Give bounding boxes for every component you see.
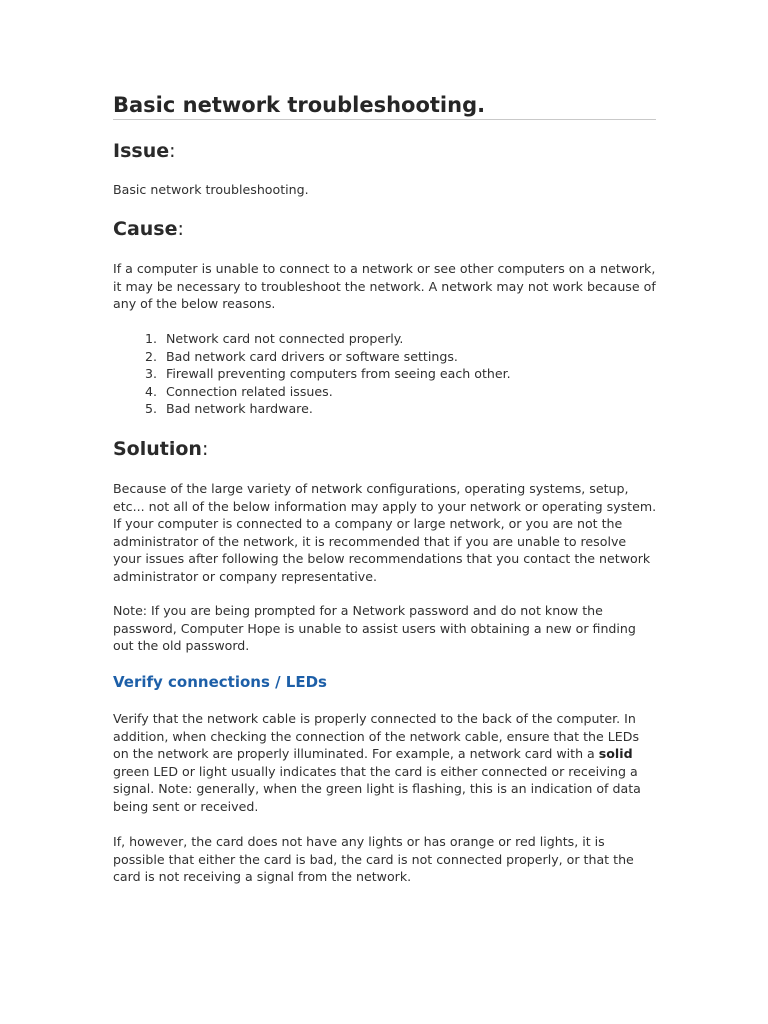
list-item bbox=[137, 365, 511, 383]
list-item bbox=[137, 330, 511, 348]
cause-heading bbox=[113, 217, 184, 241]
list-item-text: Bad network card drivers or software settings. bbox=[166, 348, 458, 364]
verify-paragraph-1 bbox=[113, 710, 658, 815]
page-title: Basic network troubleshooting. bbox=[113, 91, 656, 120]
list-item-text: Firewall preventing computers from seeing each other. bbox=[166, 366, 511, 381]
solid-emphasis: solid bbox=[598, 746, 633, 761]
solution-heading-colon: : bbox=[201, 438, 209, 460]
list-item bbox=[137, 383, 511, 401]
list-item-number: 3. bbox=[144, 366, 157, 381]
list-item-number: 2. bbox=[144, 348, 157, 364]
list-item bbox=[137, 348, 511, 366]
cause-text: If a computer is unable to connect to a network or see other computers on a network, it may be necessary to troubleshoot the network. A network may not work because of any of the below reasons. bbox=[113, 261, 656, 311]
issue-heading-colon: : bbox=[169, 140, 176, 162]
list-item bbox=[137, 400, 511, 418]
list-item-number: 1. bbox=[144, 331, 157, 346]
issue-text: Basic network troubleshooting. bbox=[113, 182, 309, 197]
cause-heading-colon: : bbox=[177, 218, 184, 240]
issue-heading-label: Issue bbox=[113, 140, 170, 162]
solution-text: Because of the large variety of network configurations, operating systems, setup, etc... not all of the below information may apply to your network or operating system. If your computer is connected to a company or large network, or you are not the administrator of the network, it is recommended that if you are unable to resolve your issues after following the below recommendations that you contact the network administrator or company representative. bbox=[113, 481, 657, 584]
solution-heading-label: Solution bbox=[113, 438, 202, 460]
solution-heading bbox=[113, 437, 208, 461]
list-item-text: Bad network hardware. bbox=[166, 401, 313, 416]
verify-connections-heading: Verify connections / LEDs bbox=[113, 673, 327, 691]
cause-reasons-list bbox=[137, 330, 511, 418]
list-item-number: 5. bbox=[144, 401, 157, 416]
cause-heading-label: Cause bbox=[113, 218, 178, 240]
issue-heading bbox=[113, 139, 176, 163]
list-item-text: Network card not connected properly. bbox=[166, 331, 404, 346]
list-item-text: Connection related issues. bbox=[166, 383, 333, 399]
solution-note: Note: If you are being prompted for a Network password and do not know the password, Computer Hope is unable to assist users with obtaining a new or finding out the old password. bbox=[113, 603, 636, 653]
verify-text-part-2: green LED or light usually indicates that the card is either connected or receiving a signal. Note: generally, when the green light is flashing, this is an indication of data being sent or received. bbox=[113, 763, 641, 814]
verify-paragraph-2: If, however, the card does not have any lights or has orange or red lights, it is possible that either the card is bad, the card is not connected properly, or that the card is not receiving a signal from the network. bbox=[113, 834, 634, 884]
list-item-number: 4. bbox=[144, 383, 157, 399]
verify-text-part-1: Verify that the network cable is properly connected to the back of the computer. In addition, when checking the connection of the network cable, ensure that the LEDs on the network are properly illuminated. For example, a network card with a bbox=[113, 711, 640, 761]
